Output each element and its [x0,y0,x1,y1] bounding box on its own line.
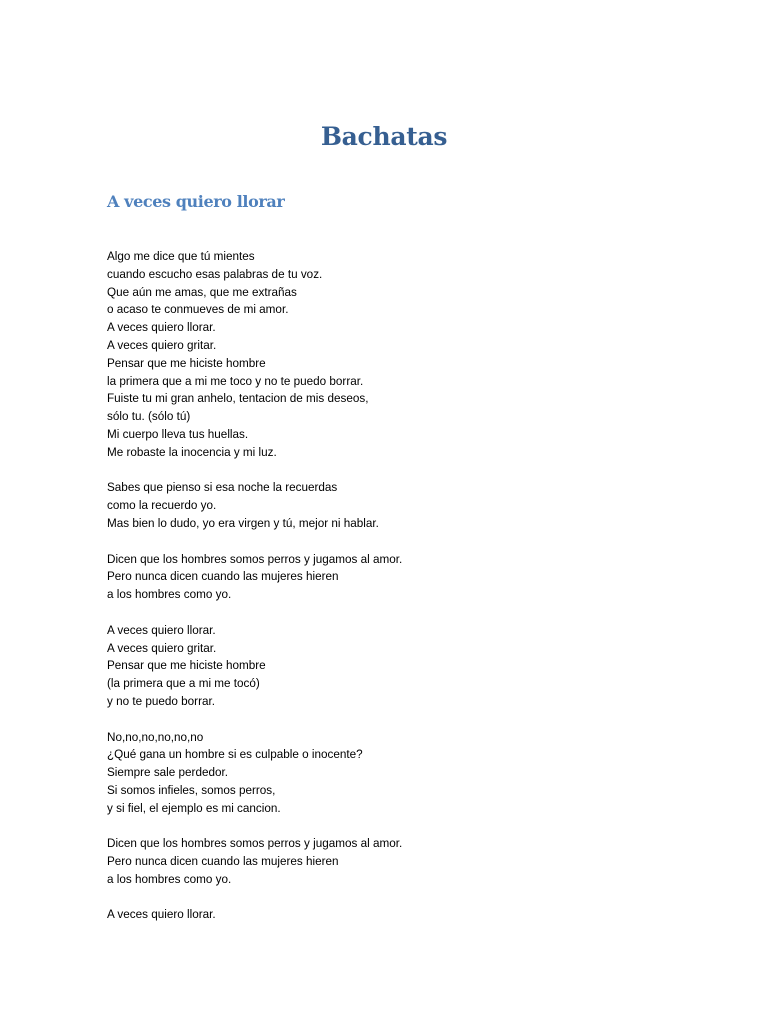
lyric-line: Siempre sale perdedor. [107,765,228,780]
lyric-line: Fuiste tu mi gran anhelo, tentacion de mis deseos, [107,391,369,406]
lyric-line: a los hombres como yo. [107,587,232,602]
lyric-line: y no te puedo borrar. [107,693,215,708]
lyric-line: Dicen que los hombres somos perros y jugamos al amor. [107,551,403,566]
lyrics-stanza [107,835,707,888]
lyrics-stanza [107,248,707,462]
lyric-line: A veces quiero llorar. [107,622,216,637]
lyrics-stanza [107,729,707,818]
lyric-line: Algo me dice que tú mientes [107,249,255,263]
lyrics-stanza [107,551,707,604]
lyric-line: ¿Qué gana un hombre si es culpable o inocente? [107,747,363,762]
song-title: A veces quiero llorar [107,192,285,211]
lyric-line: Mas bien lo dudo, yo era virgen y tú, mejor ni hablar. [107,515,379,530]
lyric-line: Mi cuerpo lleva tus huellas. [107,426,249,441]
lyric-line: sólo tu. (sólo tú) [107,409,191,424]
lyric-line: a los hombres como yo. [107,871,232,886]
lyrics-stanza [107,622,707,711]
lyric-line: A veces quiero llorar. [107,907,216,922]
lyric-line: y si fiel, el ejemplo es mi cancion. [107,800,281,815]
lyric-line: A veces quiero llorar. [107,320,216,335]
lyrics-body [107,248,707,942]
lyric-line: como la recuerdo yo. [107,498,217,513]
lyric-line: A veces quiero gritar. [107,337,217,352]
lyric-line: Pensar que me hiciste hombre [107,658,266,673]
lyric-line: o acaso te conmueves de mi amor. [107,302,289,317]
lyric-line: Sabes que pienso si esa noche la recuerdas [107,480,338,495]
lyric-line: Me robaste la inocencia y mi luz. [107,444,277,459]
lyric-line: Pero nunca dicen cuando las mujeres hieren [107,854,339,869]
lyrics-stanza [107,906,707,924]
lyric-line: A veces quiero gritar. [107,640,217,655]
lyric-line: cuando escucho esas palabras de tu voz. [107,266,323,281]
lyric-line: Si somos infieles, somos perros, [107,782,276,797]
lyric-line: Pero nunca dicen cuando las mujeres hieren [107,569,339,584]
lyric-line: (la primera que a mi me tocó) [107,676,260,691]
lyric-line: Que aún me amas, que me extrañas [107,284,297,299]
lyric-line: Pensar que me hiciste hombre [107,355,266,370]
lyric-line: la primera que a mi me toco y no te puedo borrar. [107,373,364,388]
lyrics-stanza [107,479,707,532]
lyric-line: Dicen que los hombres somos perros y jugamos al amor. [107,836,403,851]
lyric-line: No,no,no,no,no,no [107,729,204,744]
document-title: Bachatas [320,122,448,151]
